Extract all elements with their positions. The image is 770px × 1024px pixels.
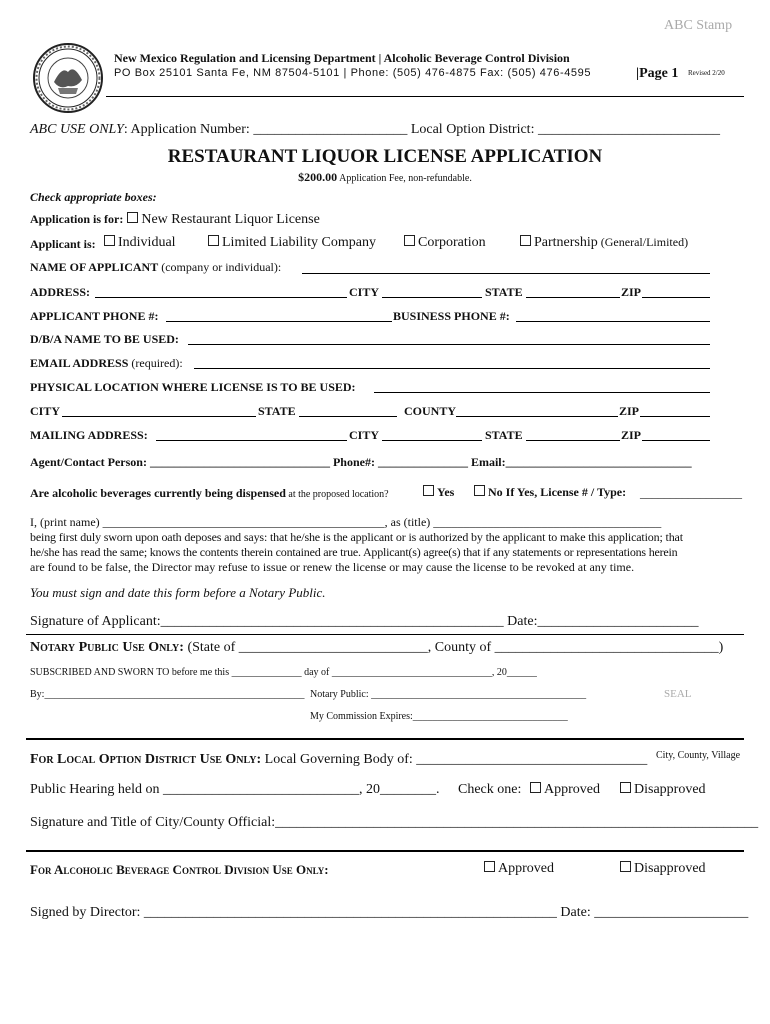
mailing-zip-label: ZIP (621, 428, 642, 442)
check-one-label: Check one: (458, 782, 522, 797)
local-disapproved-checkbox[interactable]: Disapproved (620, 782, 706, 798)
notary-by-line[interactable]: By:____________________________________________________ (30, 689, 305, 700)
public-hearing-line[interactable]: Public Hearing held on ____________________________, 20________. (30, 782, 440, 797)
email-field[interactable] (194, 368, 710, 369)
name-of-applicant-field[interactable] (302, 273, 710, 274)
header-rule (106, 96, 744, 97)
email-label: EMAIL ADDRESS (required): (30, 356, 183, 370)
physical-location-field[interactable] (374, 392, 710, 393)
abc-use-only-line[interactable] (30, 122, 720, 138)
mailing-address-field[interactable] (156, 440, 347, 441)
abc-use-only-label: ABC USE ONLY (30, 122, 124, 137)
commission-expires-line[interactable]: My Commission Expires:_______________________________ (310, 711, 568, 722)
notary-heading-line[interactable]: Notary Public Use Only: (State of ___________________________, County of ________________________________) (30, 640, 724, 655)
oath-line-2: being first duly sworn upon oath deposes and says: that he/she is the applicant or is authorized by the applicant to make this application; that (30, 530, 683, 544)
abc-use-only-text: : Application Number: ______________________ Local Option District: __________________________ (123, 122, 720, 137)
local-approved-checkbox[interactable]: Approved (530, 782, 600, 798)
mailing-state-field[interactable] (526, 440, 620, 441)
mailing-city-label: CITY (349, 428, 380, 442)
address-label: ADDRESS: (30, 285, 91, 299)
fee-amount: $200.00 (298, 170, 338, 184)
applicant-is-label: Applicant is: (30, 237, 96, 251)
contact-line: PO Box 25101 Santa Fe, NM 87504-5101 | Phone: (505) 476-4875 Fax: (505) 476-4595 (114, 67, 592, 79)
page-number: |Page 1 (636, 66, 679, 81)
seal-label: SEAL (664, 688, 692, 700)
location-zip-field[interactable] (640, 416, 710, 417)
abc-stamp-label: ABC Stamp (664, 18, 733, 33)
license-type-field[interactable]: _________________ (640, 486, 742, 500)
partnership-checkbox[interactable]: Partnership (General/Limited) (520, 235, 688, 251)
check-boxes-instruction: Check appropriate boxes: (30, 190, 157, 204)
city-county-village-note: City, County, Village (656, 750, 741, 761)
location-city-field[interactable] (62, 416, 256, 417)
notary-top-rule (26, 634, 744, 635)
corporation-checkbox[interactable]: Corporation (404, 235, 486, 251)
local-option-heading-line[interactable]: For Local Option District Use Only: Local Governing Body of: _________________________________ (30, 752, 648, 767)
director-signature-line[interactable]: Signed by Director: ___________________________________________________________ Date: ______________________ (30, 905, 749, 920)
llc-checkbox[interactable]: Limited Liability Company (208, 235, 376, 251)
abc-division-rule (26, 850, 744, 852)
zip-field[interactable] (642, 297, 710, 298)
oath-line-3: he/she has read the same; knows the contents therein contained are true. Applicant(s) agree(s) that if any statements or representations herein (30, 545, 678, 559)
address-field[interactable] (95, 297, 347, 298)
location-state-label: STATE (258, 404, 296, 418)
application-for-row (30, 210, 320, 228)
new-restaurant-checkbox[interactable]: New Restaurant Liquor License (127, 212, 319, 227)
location-city-label: CITY (30, 404, 61, 418)
state-field[interactable] (526, 297, 620, 298)
oath-line-1[interactable]: I, (print name) _______________________________________________, as (title) ______________________________________ (30, 515, 662, 529)
location-county-label: COUNTY (404, 404, 457, 418)
physical-location-label: PHYSICAL LOCATION WHERE LICENSE IS TO BE USED: (30, 380, 356, 394)
agent-contact-line[interactable]: Agent/Contact Person: ______________________________ Phone#: _______________ Email:_______________________________ (30, 455, 692, 469)
state-label: STATE (485, 285, 523, 299)
local-option-rule (26, 738, 744, 740)
business-phone-label: BUSINESS PHONE #: (393, 309, 510, 323)
mailing-state-label: STATE (485, 428, 523, 442)
abc-division-heading: For Alcoholic Beverage Control Division Use Only: (30, 862, 329, 877)
dispensed-row: Are alcoholic beverages currently being dispensed at the proposed location? (30, 486, 389, 500)
business-phone-field[interactable] (516, 321, 710, 322)
dba-label: D/B/A NAME TO BE USED: (30, 332, 179, 346)
dispensed-no-checkbox[interactable]: No If Yes, License # / Type: (474, 485, 626, 500)
subscribed-sworn-line[interactable]: SUBSCRIBED AND SWORN TO before me this ______________ day of ________________________________, 20______ (30, 667, 537, 678)
city-official-signature-line[interactable]: Signature and Title of City/County Official:_____________________________________________________________________ (30, 815, 759, 830)
applicant-phone-label: APPLICANT PHONE #: (30, 309, 159, 323)
abc-disapproved-checkbox[interactable]: Disapproved (620, 861, 706, 877)
fee-text: Application Fee, non-refundable. (337, 173, 472, 184)
application-for-label: Application is for: (30, 212, 124, 226)
notary-public-line[interactable]: Notary Public: ___________________________________________ (310, 689, 587, 700)
fee-line (0, 170, 770, 185)
location-county-field[interactable] (456, 416, 618, 417)
revised-date: Revised 2/20 (688, 69, 725, 77)
dba-field[interactable] (188, 344, 710, 345)
dispensed-yes-checkbox[interactable]: Yes (423, 485, 454, 500)
name-of-applicant-label: NAME OF APPLICANT (company or individual): (30, 260, 282, 274)
zip-label: ZIP (621, 285, 642, 299)
notary-instruction: You must sign and date this form before a Notary Public. (30, 585, 326, 600)
mailing-city-field[interactable] (382, 440, 482, 441)
applicant-phone-field[interactable] (166, 321, 392, 322)
mailing-address-label: MAILING ADDRESS: (30, 428, 148, 442)
mailing-zip-field[interactable] (642, 440, 710, 441)
org-line: New Mexico Regulation and Licensing Department | Alcoholic Beverage Control Division (114, 51, 570, 65)
individual-checkbox[interactable]: Individual (104, 235, 176, 251)
abc-approved-checkbox[interactable]: Approved (484, 861, 554, 877)
applicant-signature-line[interactable]: Signature of Applicant:_________________________________________________ Date:_______________________ (30, 614, 699, 629)
oath-line-4: are found to be false, the Director may refuse to issue or renew the license or may cause the license to be revoked at any time. (30, 560, 635, 574)
state-seal-icon (32, 42, 104, 114)
page-title: RESTAURANT LIQUOR LICENSE APPLICATION (167, 146, 603, 167)
location-zip-label: ZIP (619, 404, 640, 418)
city-label: CITY (349, 285, 380, 299)
location-state-field[interactable] (299, 416, 397, 417)
city-field[interactable] (382, 297, 482, 298)
